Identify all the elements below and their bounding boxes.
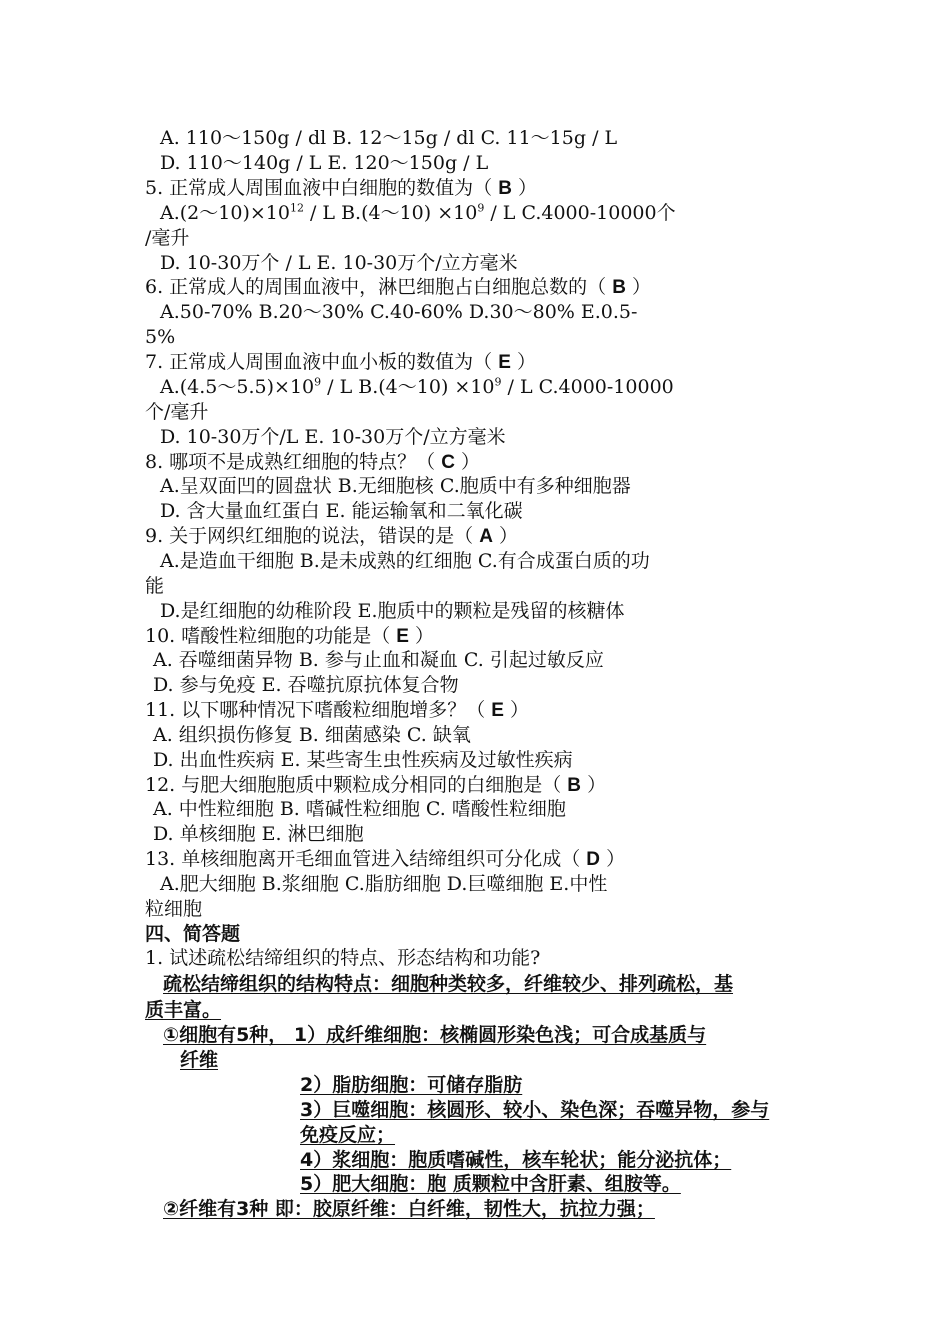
- question-6-stem: 6. 正常成人的周围血液中，淋巴细胞占白细胞总数的（ B ）: [145, 276, 651, 298]
- question-13-options-line-2: 粒细胞: [145, 898, 203, 920]
- question-7-stem: 7. 正常成人周围血液中血小板的数值为（ E ）: [145, 351, 536, 373]
- question-8-answer: C: [441, 452, 455, 473]
- answer-fat-cell: 2）脂肪细胞：可储存脂肪: [300, 1074, 523, 1096]
- question-13-stem: 13. 单核细胞离开毛细血管进入结缔组织可分化成（ D ）: [145, 848, 626, 870]
- question-6-options-line-2: 5%: [145, 326, 176, 348]
- question-7-answer: E: [498, 352, 511, 373]
- question-8-options-line-1: A.呈双面凹的圆盘状 B.无细胞核 C.胞质中有多种细胞器: [160, 475, 631, 497]
- question-11-stem: 11. 以下哪种情况下嗜酸粒细胞增多？（ E ）: [145, 699, 530, 721]
- short-answer-question-1: 1. 试述疏松结缔组织的特点、形态结构和功能?: [145, 947, 541, 969]
- question-10-stem: 10. 嗜酸性粒细胞的功能是（ E ）: [145, 625, 435, 647]
- question-9-options-line-1: A.是造血干细胞 B.是未成熟的红细胞 C.有合成蛋白质的功: [160, 550, 650, 572]
- question-11-options-line-1: A. 组织损伤修复 B. 细菌感染 C. 缺氧: [153, 724, 471, 746]
- question-11-answer: E: [491, 700, 504, 721]
- question-12-options-line-2: D. 单核细胞 E. 淋巴细胞: [153, 823, 364, 845]
- q4-options-line-2: D. 110～140g / L E. 120～150g / L: [160, 152, 489, 174]
- question-9-options-line-3: D.是红细胞的幼稚阶段 E.胞质中的颗粒是残留的核糖体: [160, 600, 625, 622]
- question-13-options-line-1: A.肥大细胞 B.浆细胞 C.脂肪细胞 D.巨噬细胞 E.中性: [160, 873, 608, 895]
- answer-cells-line-2: 纤维: [180, 1049, 219, 1071]
- question-10-options-line-2: D. 参与免疫 E. 吞噬抗原抗体复合物: [153, 674, 459, 696]
- question-5-stem: 5. 正常成人周围血液中白细胞的数值为（ B ）: [145, 177, 537, 199]
- question-6-options-line-1: A.50-70% B.20～30% C.40-60% D.30～80% E.0.5-: [160, 301, 638, 323]
- question-11-options-line-2: D. 出血性疾病 E. 某些寄生虫性疾病及过敏性疾病: [153, 749, 573, 771]
- question-6-answer: B: [612, 277, 626, 298]
- question-10-answer: E: [396, 626, 409, 647]
- question-5-options-line-2: /毫升: [145, 227, 190, 249]
- answer-mast-cell: 5）肥大细胞：胞 质颗粒中含肝素、组胺等。: [300, 1173, 681, 1195]
- question-10-options-line-1: A. 吞噬细菌异物 B. 参与止血和凝血 C. 引起过敏反应: [153, 649, 604, 671]
- answer-line-2: 质丰富。: [145, 999, 222, 1021]
- question-12-options-line-1: A. 中性粒细胞 B. 嗜碱性粒细胞 C. 嗜酸性粒细胞: [153, 798, 566, 820]
- answer-cells-line-1: ①细胞有5种， 1）成纤维细胞：核椭圆形染色浅；可合成基质与: [163, 1024, 707, 1046]
- question-9-options-line-2: 能: [145, 575, 165, 597]
- question-12-stem: 12. 与肥大细胞胞质中颗粒成分相同的白细胞是（ B ）: [145, 774, 607, 796]
- question-8-options-line-2: D. 含大量血红蛋白 E. 能运输氧和二氧化碳: [160, 500, 523, 522]
- question-13-answer: D: [586, 849, 601, 870]
- question-5-answer: B: [498, 178, 512, 199]
- answer-line-1: 疏松结缔组织的结构特点：细胞种类较多，纤维较少、排列疏松，基: [163, 973, 734, 995]
- answer-fibers-line: ②纤维有3种 即：胶原纤维：白纤维，韧性大，抗拉力强；: [163, 1198, 655, 1220]
- question-12-answer: B: [567, 775, 582, 796]
- answer-plasma-cell: 4）浆细胞：胞质嗜碱性，核车轮状；能分泌抗体；: [300, 1149, 732, 1171]
- question-7-options-line-3: D. 10-30万个/L E. 10-30万个/立方毫米: [160, 426, 506, 448]
- question-8-stem: 8. 哪项不是成熟红细胞的特点？（ C ）: [145, 451, 480, 473]
- question-5-options-line-1: $A.(2\sim 10)\times 10^{12} / L$ B.(4～10) $\times 10^9 / L$ C.4000-10000个: [160, 201, 676, 224]
- answer-macrophage-line-1: 3）巨噬细胞：核圆形、较小、染色深；吞噬异物，参与: [300, 1099, 770, 1121]
- question-7-options-line-1: $A.(4.5\sim 5.5)\times 10^9 / L$ B.(4～10) $\times 10^9 / L$ C.4000-10000: [160, 375, 674, 398]
- answer-macrophage-line-2: 免疫反应；: [300, 1124, 396, 1146]
- question-9-answer: A: [479, 526, 493, 547]
- question-5-options-line-3: D. 10-30万个 / L E. 10-30万个/立方毫米: [160, 252, 518, 274]
- question-7-options-line-2: 个/毫升: [145, 401, 209, 423]
- q4-options-line-1: A. 110～150g / dl B. 12～15g / dl C. 11～15g / L: [160, 127, 618, 149]
- question-9-stem: 9. 关于网织红细胞的说法，错误的是（ A ）: [145, 525, 518, 547]
- section-4-heading: 四、简答题: [145, 923, 241, 945]
